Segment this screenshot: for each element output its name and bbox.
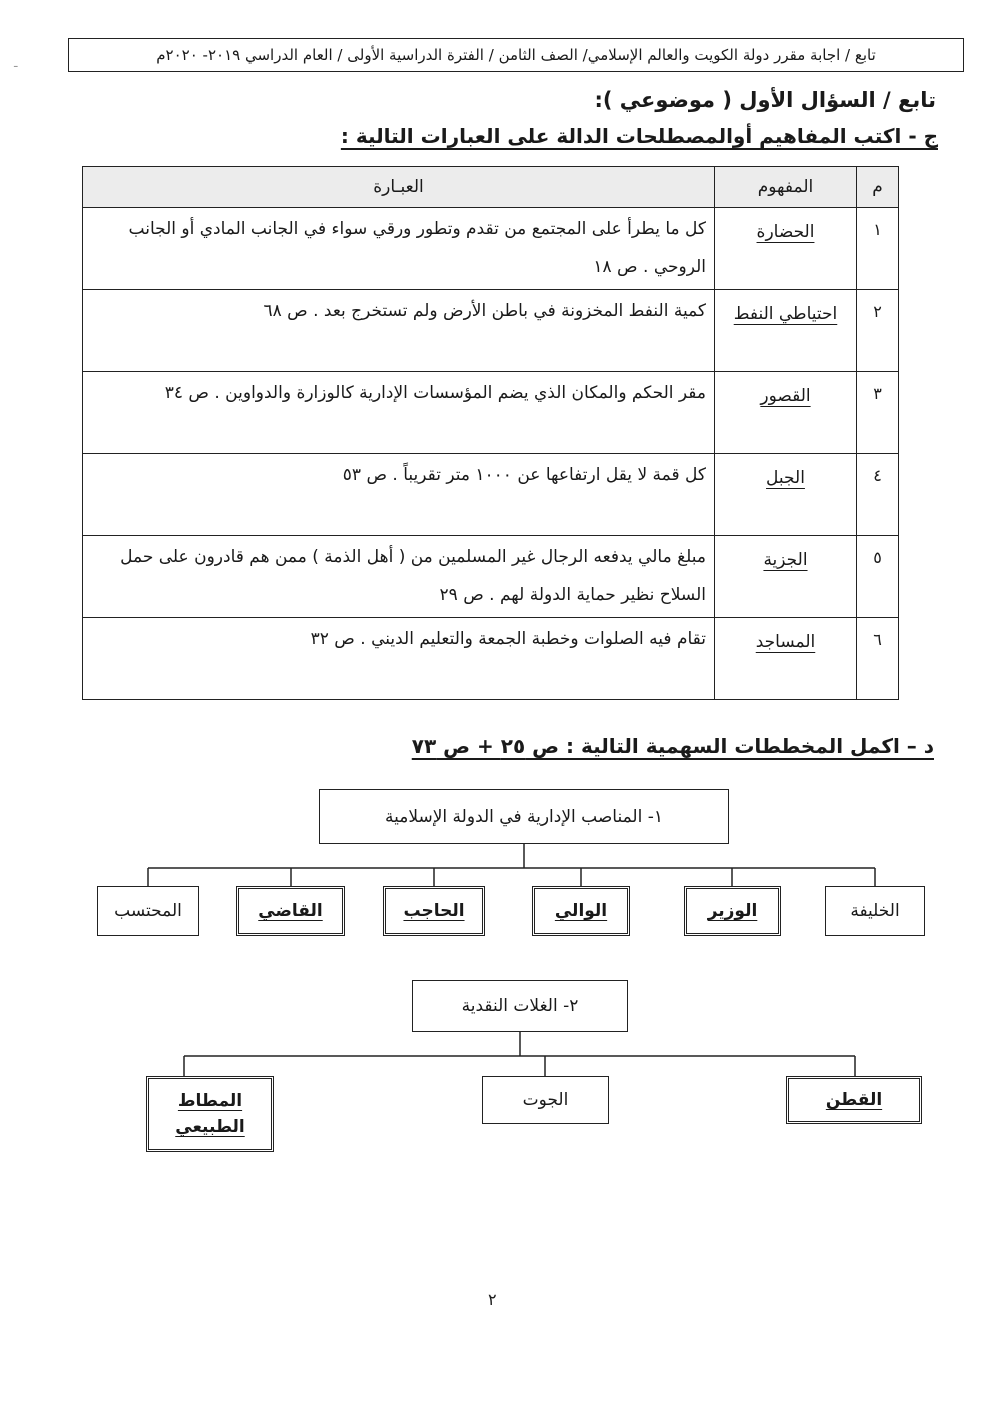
diagram2-item-box bbox=[482, 1076, 609, 1124]
diagram1-item-box bbox=[684, 886, 781, 936]
row-num: ٢ bbox=[857, 290, 899, 372]
diagram2-item: المطاط الطبيعي bbox=[175, 1091, 245, 1137]
diagram1-item-box bbox=[97, 886, 199, 936]
diagram1-title-box bbox=[319, 789, 729, 844]
diagram1-item-box bbox=[825, 886, 925, 936]
page-number: ٢ bbox=[488, 1290, 497, 1309]
section-c-instruction: ج - اكتب المفاهيم أوالمصطلحات الدالة على العبارات التالية : bbox=[340, 124, 938, 148]
diagram1-title: ١- المناصب الإدارية في الدولة الإسلامية bbox=[385, 806, 664, 827]
row-definition: كمية النفط المخزونة في باطن الأرض ولم تستخرج بعد . ص ٦٨ bbox=[83, 290, 715, 372]
diagram1-item: الحاجب bbox=[403, 901, 465, 921]
section-d-instruction: د – اكمل المخططات السهمية التالية : ص ٢٥ + ص ٧٣ bbox=[411, 734, 934, 758]
diagram1-item: المحتسب bbox=[114, 901, 182, 921]
diagram2-title: ٢- الغلات النقدية bbox=[461, 996, 579, 1016]
diagram1-item-box bbox=[383, 886, 485, 936]
diagram2-item-box bbox=[146, 1076, 274, 1152]
row-definition: كل قمة لا يقل ارتفاعها عن ١٠٠٠ متر تقريباً . ص ٥٣ bbox=[83, 454, 715, 536]
row-term: المساجد bbox=[715, 618, 857, 700]
diagram2-item: القطن bbox=[825, 1090, 883, 1110]
row-term: الجبل bbox=[715, 454, 857, 536]
diagram1-item: الوزير bbox=[707, 901, 758, 921]
row-num: ٣ bbox=[857, 372, 899, 454]
question-title: تابع / السؤال الأول ( موضوعي ): bbox=[594, 88, 936, 112]
row-term: الحضارة bbox=[715, 208, 857, 290]
diagram1-item: القاضي bbox=[258, 901, 323, 921]
diagram1-item: الخليفة bbox=[850, 901, 900, 921]
header-term: المفهوم bbox=[715, 167, 857, 208]
row-definition: كل ما يطرأ على المجتمع من تقدم وتطور ورقي سواء في الجانب المادي أو الجانب الروحي . ص ١٨ bbox=[83, 208, 715, 290]
header-definition: العبـارة bbox=[83, 167, 715, 208]
diagram2-item: الجوت bbox=[522, 1090, 569, 1110]
row-term: الجزية bbox=[715, 536, 857, 618]
row-term: احتياطي النفط bbox=[715, 290, 857, 372]
row-num: ٦ bbox=[857, 618, 899, 700]
row-definition: تقام فيه الصلوات وخطبة الجمعة والتعليم الديني . ص ٣٢ bbox=[83, 618, 715, 700]
row-num: ٤ bbox=[857, 454, 899, 536]
row-term: القصور bbox=[715, 372, 857, 454]
row-num: ٥ bbox=[857, 536, 899, 618]
diagram1-item: الوالي bbox=[554, 901, 608, 921]
diagram1-item-box bbox=[532, 886, 630, 936]
diagram2-title-box bbox=[412, 980, 628, 1032]
row-definition: مبلغ مالي يدفعه الرجال غير المسلمين من ( أهل الذمة ) ممن هم قادرون على حمل السلاح نظير حماية الدولة لهم . ص ٢٩ bbox=[83, 536, 715, 618]
row-num: ١ bbox=[857, 208, 899, 290]
scan-mark: ـ bbox=[14, 56, 18, 70]
diagram1-item-box bbox=[236, 886, 345, 936]
diagram2-item-box bbox=[786, 1076, 922, 1124]
header-text: تابع / اجابة مقرر دولة الكويت والعالم الإسلامي/ الصف الثامن / الفترة الدراسية الأولى / العام الدراسي ٢٠١٩- ٢٠٢٠م bbox=[156, 46, 876, 64]
row-definition: مقر الحكم والمكان الذي يضم المؤسسات الإدارية كالوزارة والدواوين . ص ٣٤ bbox=[83, 372, 715, 454]
header-num: م bbox=[857, 167, 899, 208]
